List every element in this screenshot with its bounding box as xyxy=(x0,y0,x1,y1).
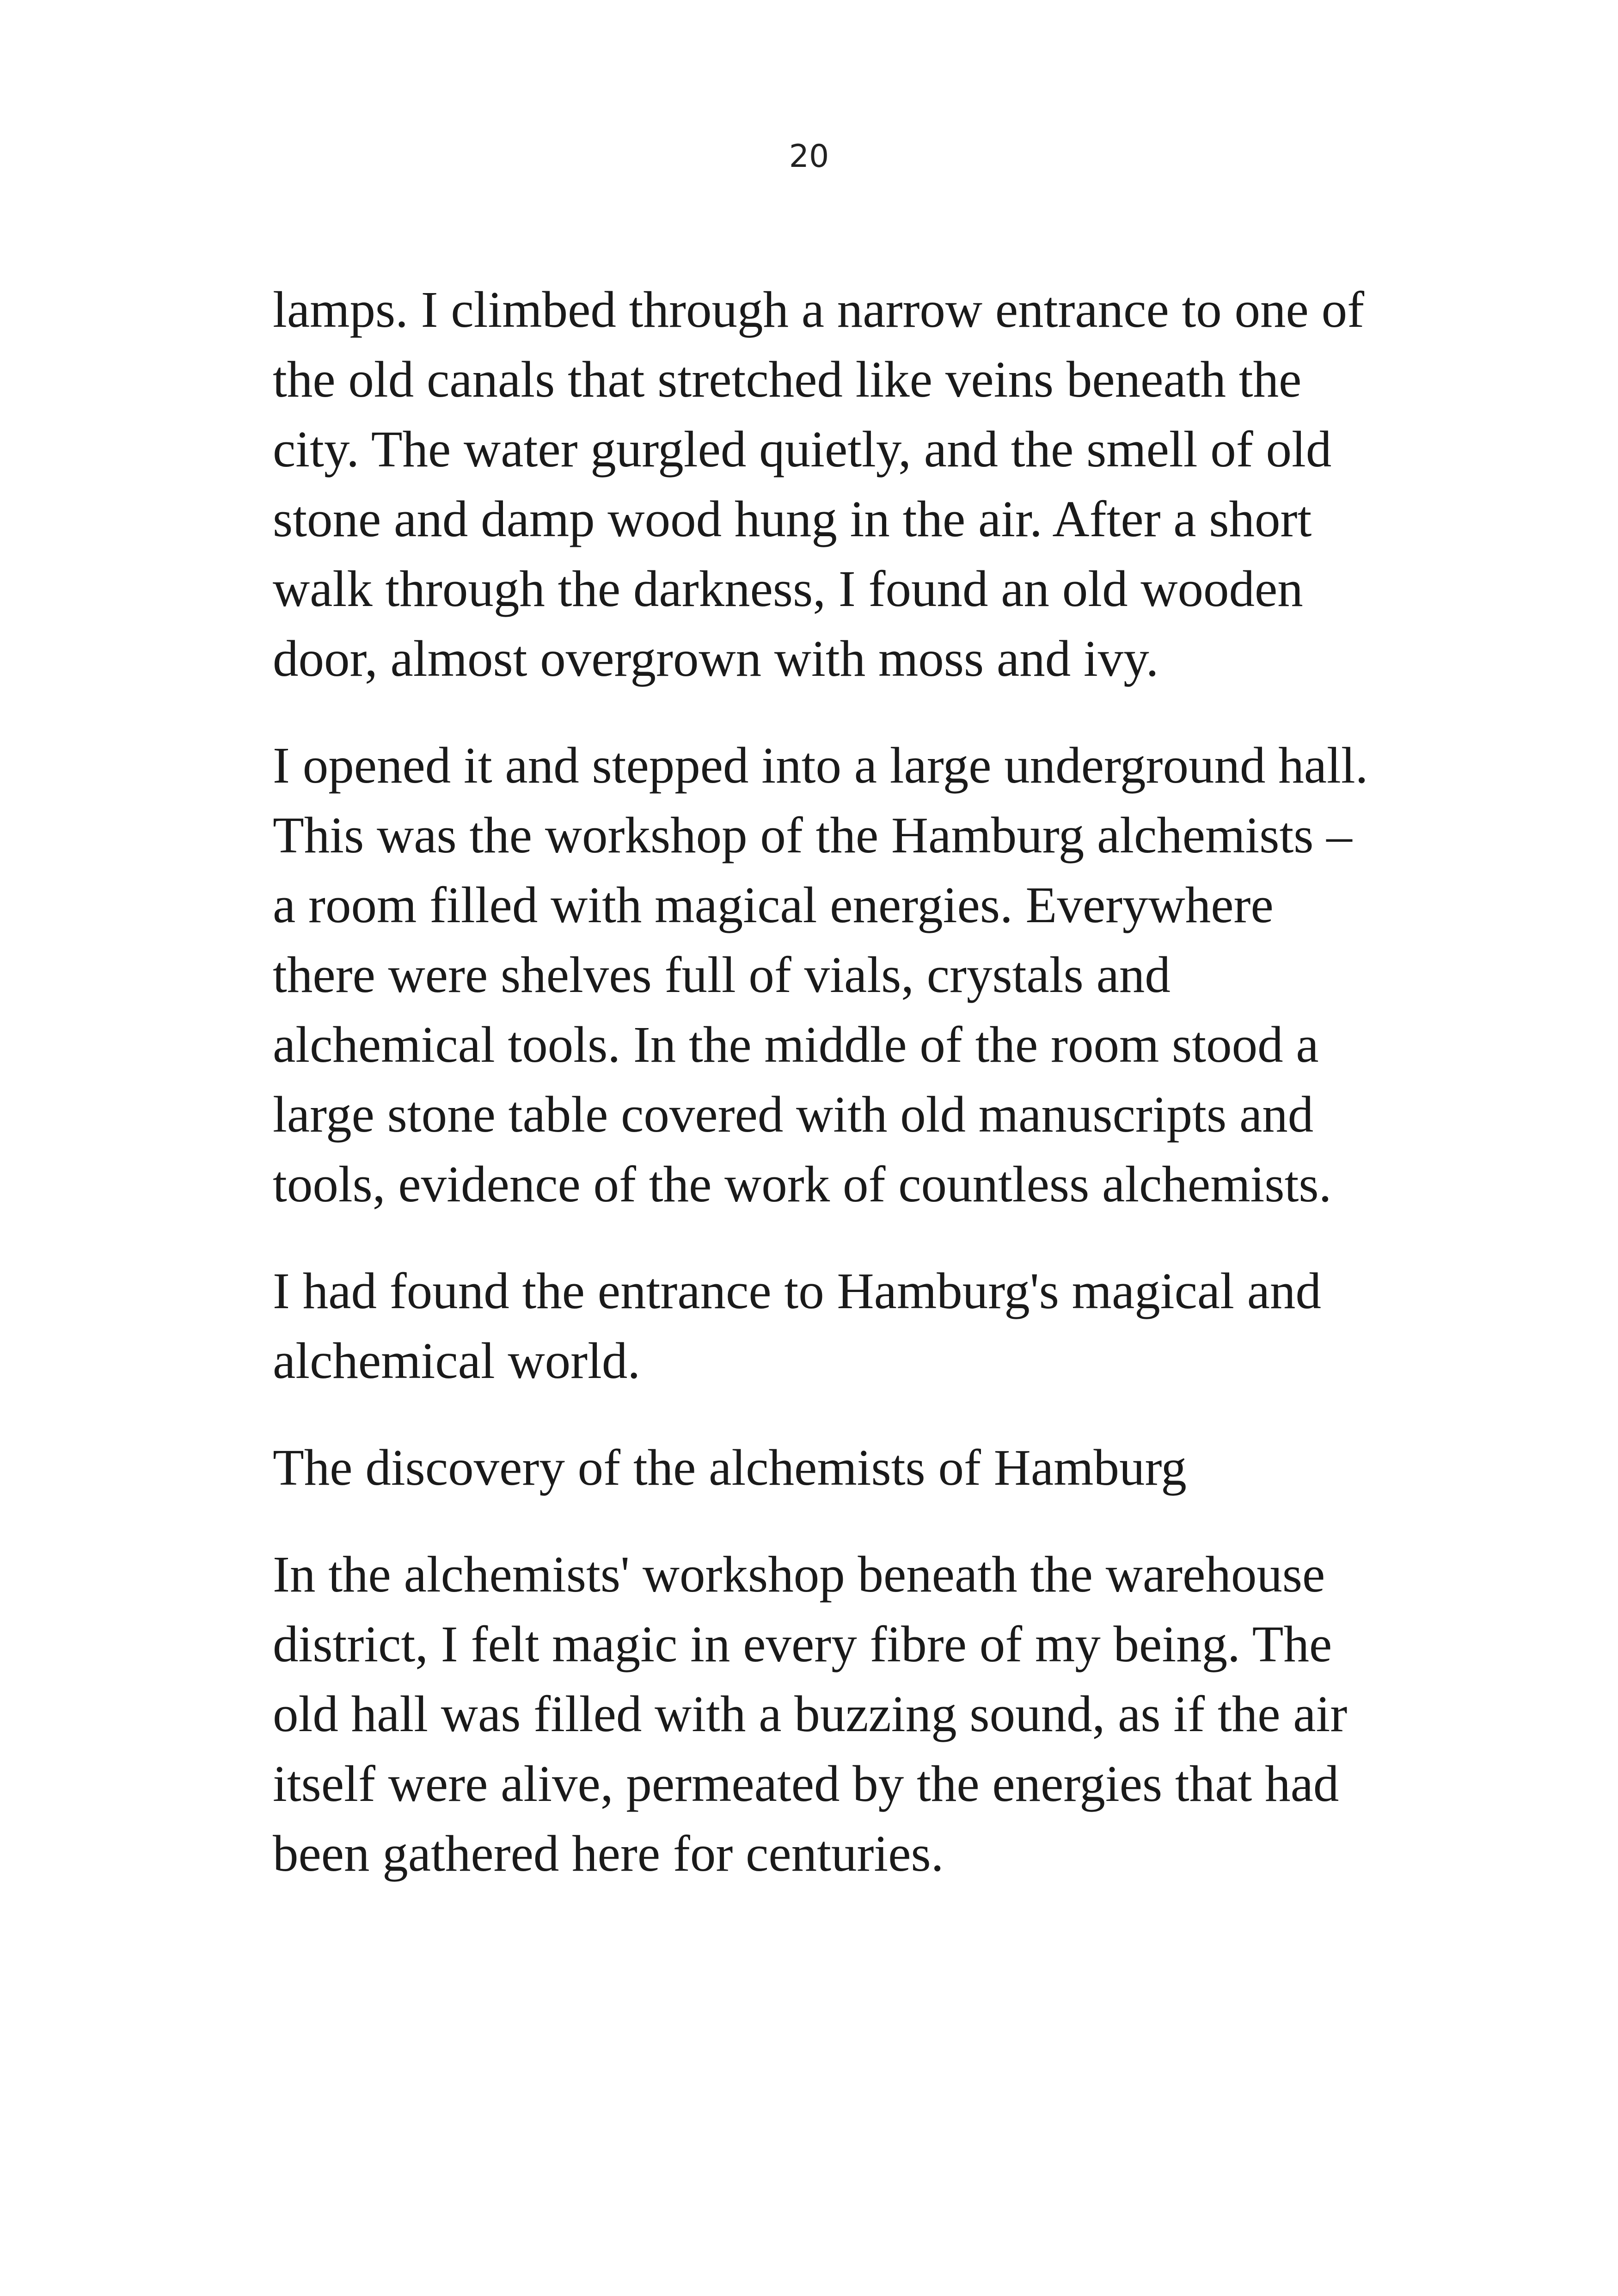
paragraph-canal-door: lamps. I climbed through a narrow entrance to one of the old canals that stretched like veins beneath the city. The water gurgled quietly, and the smell of old stone and damp wood hung in the air. After a short walk through the darkness, I found an old wooden door, almost overgrown with moss and ivy. xyxy=(273,282,1365,687)
page-number: 20 xyxy=(789,138,829,175)
body-text xyxy=(273,275,1373,1926)
section-heading: The discovery of the alchemists of Hamburg xyxy=(273,1439,1187,1496)
paragraph-workshop-hall: I opened it and stepped into a large underground hall. This was the workshop of the Hamburg alchemists – a room filled with magical energies. Everywhere there were shelves full of vials, crystals and alchemical tools. In the middle of the room stood a large stone table covered with old manuscripts and tools, evidence of the work of countless alchemists. xyxy=(273,737,1368,1213)
paragraph-entrance-found: I had found the entrance to Hamburg's magical and alchemical world. xyxy=(273,1263,1322,1390)
paragraph-magic-felt: In the alchemists' workshop beneath the warehouse district, I felt magic in every fibre of my being. The old hall was filled with a buzzing sound, as if the air itself were alive, permeated by the energies that had been gathered here for centuries. xyxy=(273,1546,1348,1882)
